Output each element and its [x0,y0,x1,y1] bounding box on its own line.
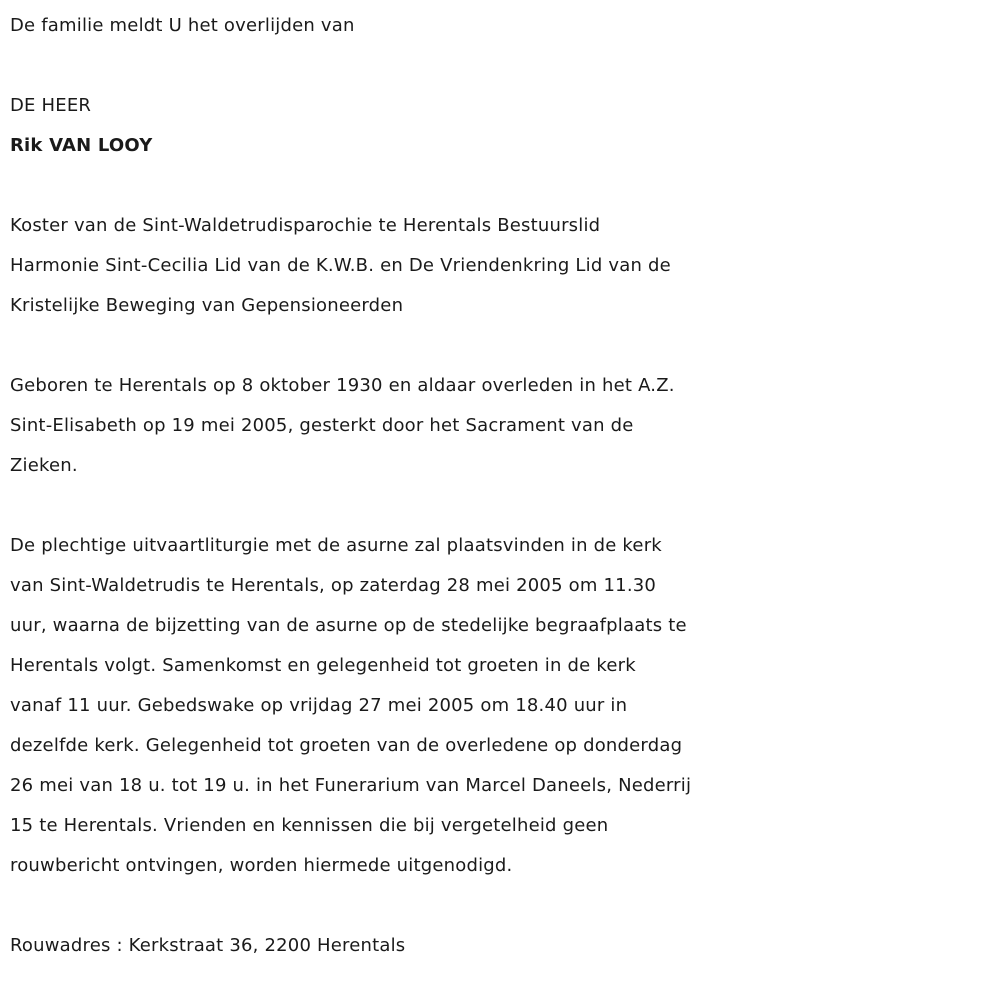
text-line: Kristelijke Beweging van Gepensioneerden [10,295,404,316]
roles-paragraph [10,206,995,326]
spacer [10,46,995,86]
text-line: Herentals volgt. Samenkomst en gelegenheid tot groeten in de kerk [10,655,636,676]
text-line: Zieken. [10,455,78,476]
mourning-address: Rouwadres : Kerkstraat 36, 2200 Herentals [10,935,406,956]
text-line: De plechtige uitvaartliturgie met de asurne zal plaatsvinden in de kerk [10,535,662,556]
salutation: DE HEER [10,95,92,116]
text-line: dezelfde kerk. Gelegenheid tot groeten van de overledene op donderdag [10,735,683,756]
deceased-name: Rik VAN LOOY [10,135,153,156]
text-line: rouwbericht ontvingen, worden hiermede uitgenodigd. [10,855,513,876]
birth-death-paragraph [10,366,995,486]
text-line: Geboren te Herentals op 8 oktober 1930 en aldaar overleden in het A.Z. [10,375,675,396]
spacer [10,486,995,526]
text-line: 15 te Herentals. Vrienden en kennissen die bij vergetelheid geen [10,815,609,836]
text-line: uur, waarna de bijzetting van de asurne op de stedelijke begraafplaats te [10,615,687,636]
text-line: Harmonie Sint-Cecilia Lid van de K.W.B. en De Vriendenkring Lid van de [10,255,671,276]
spacer [10,326,995,366]
text-line: vanaf 11 uur. Gebedswake op vrijdag 27 mei 2005 om 18.40 uur in [10,695,628,716]
obituary-notice [10,6,995,966]
funeral-paragraph [10,526,995,886]
text-line: van Sint-Waldetrudis te Herentals, op zaterdag 28 mei 2005 om 11.30 [10,575,657,596]
intro-text: De familie meldt U het overlijden van [10,15,355,36]
text-line: Sint-Elisabeth op 19 mei 2005, gesterkt door het Sacrament van de [10,415,634,436]
text-line: 26 mei van 18 u. tot 19 u. in het Funerarium van Marcel Daneels, Nederrij [10,775,692,796]
spacer [10,886,995,926]
text-line: Koster van de Sint-Waldetrudisparochie te Herentals Bestuurslid [10,215,601,236]
spacer [10,166,995,206]
